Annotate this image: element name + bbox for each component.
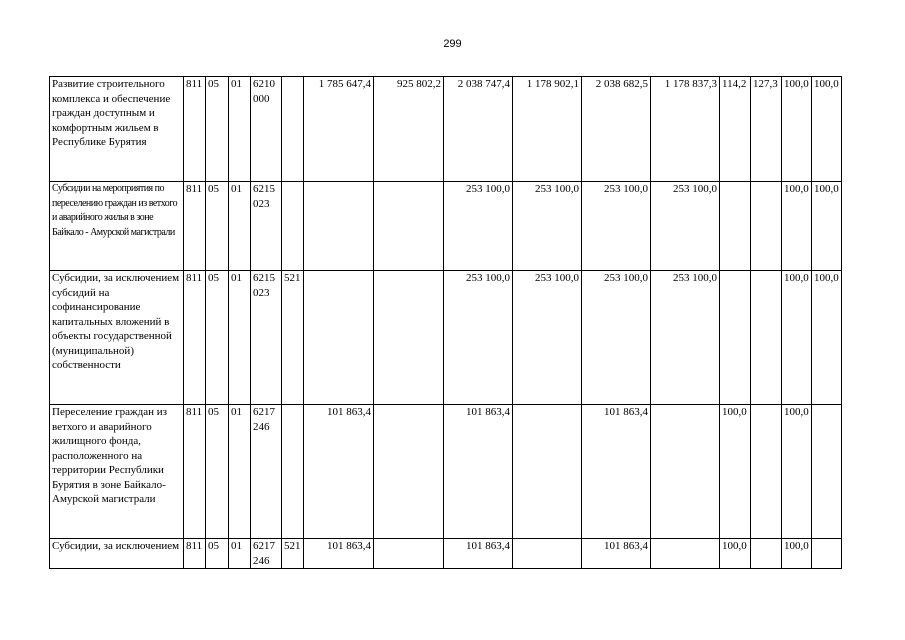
amount-4: 1 178 902,1	[513, 77, 582, 182]
table-row	[50, 182, 842, 271]
amount-5: 253 100,0	[582, 182, 651, 271]
percent-3: 100,0	[782, 539, 812, 569]
percent-4	[812, 539, 842, 569]
percent-2	[751, 539, 782, 569]
amount-6: 1 178 837,3	[651, 77, 720, 182]
subsection-code: 01	[229, 77, 251, 182]
amount-5: 101 863,4	[582, 405, 651, 539]
section-code: 05	[206, 405, 229, 539]
amount-3: 2 038 747,4	[444, 77, 513, 182]
amount-3: 101 863,4	[444, 539, 513, 569]
expense-type-code	[282, 405, 304, 539]
item-name: Переселение граждан из ветхого и аварийного жилищного фонда, расположенного на территории Республики Бурятия в зоне Байкало-Амурской магистрали	[50, 405, 184, 539]
target-article-code: 6217 246	[251, 405, 282, 539]
amount-3: 253 100,0	[444, 182, 513, 271]
percent-4: 100,0	[812, 77, 842, 182]
percent-3: 100,0	[782, 405, 812, 539]
percent-2	[751, 271, 782, 405]
percent-1: 100,0	[720, 405, 751, 539]
amount-5: 2 038 682,5	[582, 77, 651, 182]
subsection-code: 01	[229, 539, 251, 569]
section-code: 05	[206, 271, 229, 405]
percent-3: 100,0	[782, 271, 812, 405]
section-code: 05	[206, 182, 229, 271]
table-row	[50, 405, 842, 539]
amount-2	[374, 539, 444, 569]
page-number: 299	[443, 38, 462, 50]
amount-1	[304, 182, 374, 271]
percent-2	[751, 405, 782, 539]
item-name: Субсидии, за исключением субсидий на софинансирование капитальных вложений в объекты государственной (муниципальной) собственности	[50, 271, 184, 405]
amount-2: 925 802,2	[374, 77, 444, 182]
subsection-code: 01	[229, 271, 251, 405]
percent-3: 100,0	[782, 182, 812, 271]
amount-6	[651, 405, 720, 539]
expense-type-code: 521	[282, 539, 304, 569]
percent-3: 100,0	[782, 77, 812, 182]
amount-1: 1 785 647,4	[304, 77, 374, 182]
target-article-code: 6217 246	[251, 539, 282, 569]
amount-5: 101 863,4	[582, 539, 651, 569]
table-row	[50, 77, 842, 182]
expense-type-code	[282, 182, 304, 271]
ved-code: 811	[184, 405, 206, 539]
table-row	[50, 271, 842, 405]
amount-6	[651, 539, 720, 569]
percent-1: 100,0	[720, 539, 751, 569]
amount-4	[513, 539, 582, 569]
amount-4	[513, 405, 582, 539]
target-article-code: 6215 023	[251, 182, 282, 271]
target-article-code: 6215 023	[251, 271, 282, 405]
ved-code: 811	[184, 271, 206, 405]
section-code: 05	[206, 539, 229, 569]
percent-1: 114,2	[720, 77, 751, 182]
ved-code: 811	[184, 539, 206, 569]
amount-5: 253 100,0	[582, 271, 651, 405]
budget-table	[49, 76, 842, 569]
amount-1: 101 863,4	[304, 539, 374, 569]
amount-1: 101 863,4	[304, 405, 374, 539]
section-code: 05	[206, 77, 229, 182]
amount-1	[304, 271, 374, 405]
amount-6: 253 100,0	[651, 182, 720, 271]
amount-6: 253 100,0	[651, 271, 720, 405]
table-row	[50, 539, 842, 569]
percent-2: 127,3	[751, 77, 782, 182]
amount-4: 253 100,0	[513, 182, 582, 271]
amount-4: 253 100,0	[513, 271, 582, 405]
amount-2	[374, 405, 444, 539]
percent-4	[812, 405, 842, 539]
amount-2	[374, 271, 444, 405]
percent-1	[720, 271, 751, 405]
amount-2	[374, 182, 444, 271]
expense-type-code	[282, 77, 304, 182]
item-name: Развитие строительного комплекса и обеспечение граждан доступным и комфортным жильем в Республике Бурятия	[50, 77, 184, 182]
ved-code: 811	[184, 77, 206, 182]
ved-code: 811	[184, 182, 206, 271]
percent-4: 100,0	[812, 271, 842, 405]
percent-2	[751, 182, 782, 271]
percent-1	[720, 182, 751, 271]
subsection-code: 01	[229, 405, 251, 539]
amount-3: 253 100,0	[444, 271, 513, 405]
expense-type-code: 521	[282, 271, 304, 405]
subsection-code: 01	[229, 182, 251, 271]
item-name: Субсидии, за исключением	[50, 539, 184, 569]
target-article-code: 6210 000	[251, 77, 282, 182]
item-name: Субсидии на мероприятия по переселению граждан из ветхого и аварийного жилья в зоне Байкало - Амурской магистрали	[50, 182, 184, 271]
percent-4: 100,0	[812, 182, 842, 271]
amount-3: 101 863,4	[444, 405, 513, 539]
